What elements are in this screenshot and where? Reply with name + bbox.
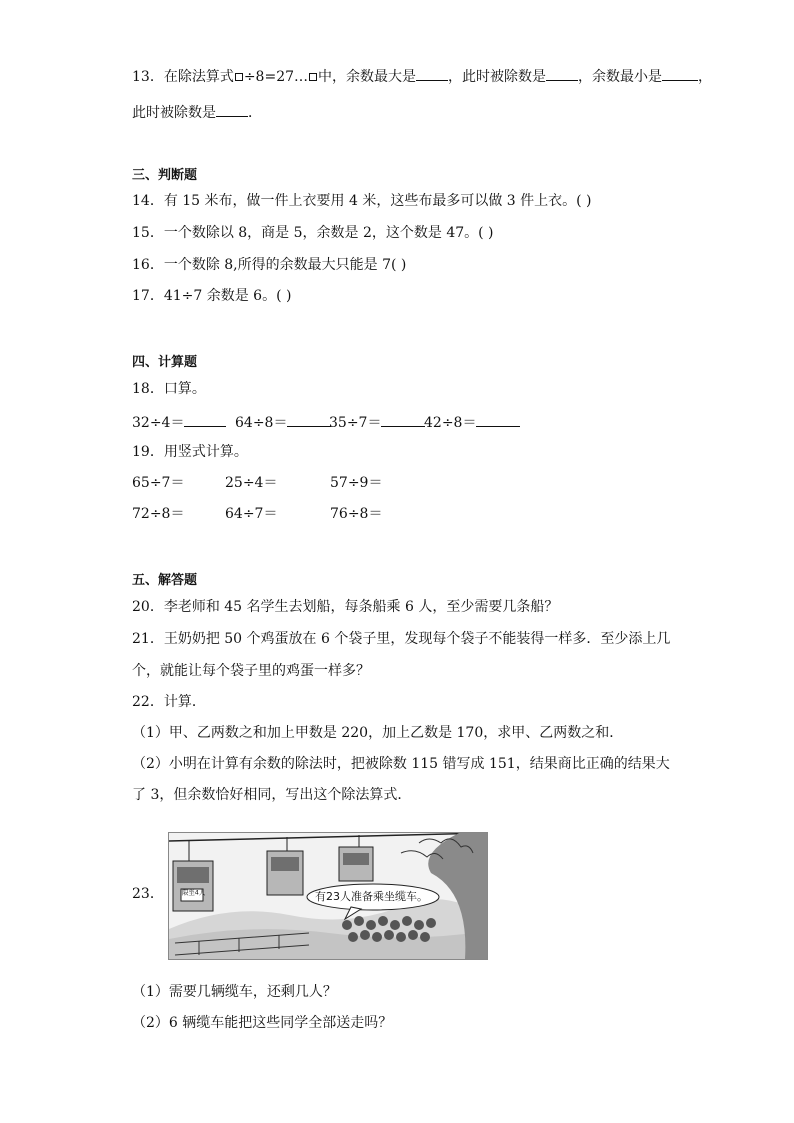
box-icon <box>309 73 317 81</box>
q13-text-7: 此时被除数是 <box>132 105 216 121</box>
question-22: 22．计算． <box>132 694 206 710</box>
question-21-line2: 个，就能让每个袋子里的鸡蛋一样多？ <box>132 663 370 679</box>
question-22-part2-line1: （2）小明在计算有余数的除法时，把被除数 115 错写成 151，结果商比正确的结果大 <box>132 756 670 772</box>
q13-text-3: 中，余数最大是 <box>318 69 417 85</box>
q13-text-8: ． <box>248 105 262 121</box>
section-title-answer: 五、解答题 <box>132 573 198 588</box>
question-22-part1: （1）甲、乙两数之和加上甲数是 220，加上乙数是 170，求甲、乙两数之和． <box>132 725 624 741</box>
question-22-part2-line2: 了 3，但余数恰好相同，写出这个除法算式． <box>132 787 412 803</box>
section-title-calculation: 四、计算题 <box>132 355 198 370</box>
q13-text-4: ，此时被除数是 <box>448 69 547 85</box>
answer-blank[interactable] <box>476 412 520 427</box>
question-20: 20．李老师和 45 名学生去划船，每条船乘 6 人，至少需要几条船？ <box>132 599 559 615</box>
question-19: 19．用竖式计算。 <box>132 444 248 460</box>
oral-expr: 35÷7＝ <box>329 415 382 431</box>
question-21-line1: 21．王奶奶把 50 个鸡蛋放在 6 个袋子里，发现每个袋子不能装得一样多．至少添上几 <box>132 631 671 647</box>
question-14: 14．有 15 米布，做一件上衣要用 4 米，这些布最多可以做 3 件上衣。( ) <box>132 193 592 209</box>
cable-car-illustration <box>168 832 488 960</box>
oral-item-1 <box>132 412 226 432</box>
cable-car-capacity-label: 限坐4人 <box>182 889 206 897</box>
answer-blank[interactable] <box>381 412 425 427</box>
q13-text-2: ÷8=27… <box>243 69 309 85</box>
vertical-item: 72÷8＝ <box>132 506 185 522</box>
q13-text-1: 13．在除法算式 <box>132 69 234 85</box>
oral-expr: 64÷8＝ <box>235 415 288 431</box>
question-17: 17．41÷7 余数是 6。( ) <box>132 288 292 304</box>
question-16: 16．一个数除 8,所得的余数最大只能是 7( ) <box>132 257 407 273</box>
answer-blank[interactable] <box>416 66 448 81</box>
speech-bubble-text: 有23人准备乘坐缆车。 <box>315 890 428 903</box>
question-23-part2: （2）6 辆缆车能把这些同学全部送走吗？ <box>132 1015 393 1031</box>
box-icon <box>235 73 243 81</box>
oral-item-4 <box>424 412 520 432</box>
vertical-item: 64÷7＝ <box>225 506 278 522</box>
oral-expr: 32÷4＝ <box>132 415 185 431</box>
q13-line1 <box>132 66 712 86</box>
vertical-item: 76÷8＝ <box>330 506 383 522</box>
q13-text-6: ， <box>698 69 713 85</box>
vertical-item: 57÷9＝ <box>330 475 383 491</box>
vertical-item: 65÷7＝ <box>132 475 185 491</box>
oral-item-3 <box>329 412 425 432</box>
section-title-judgment: 三、判断题 <box>132 168 198 183</box>
answer-blank[interactable] <box>184 412 226 427</box>
answer-blank[interactable] <box>662 66 698 81</box>
q13-text-5: ，余数最小是 <box>578 69 663 85</box>
question-15: 15．一个数除以 8，商是 5，余数是 2，这个数是 47。( ) <box>132 225 494 241</box>
answer-blank[interactable] <box>546 66 578 81</box>
q13-line2 <box>132 102 262 122</box>
answer-blank[interactable] <box>287 412 331 427</box>
question-18: 18．口算。 <box>132 381 206 397</box>
oral-expr: 42÷8＝ <box>424 415 477 431</box>
answer-blank[interactable] <box>216 102 248 117</box>
question-23-number: 23． <box>132 886 164 902</box>
oral-item-2 <box>235 412 331 432</box>
question-23-part1: （1）需要几辆缆车，还剩几人？ <box>132 984 337 1000</box>
vertical-item: 25÷4＝ <box>225 475 278 491</box>
